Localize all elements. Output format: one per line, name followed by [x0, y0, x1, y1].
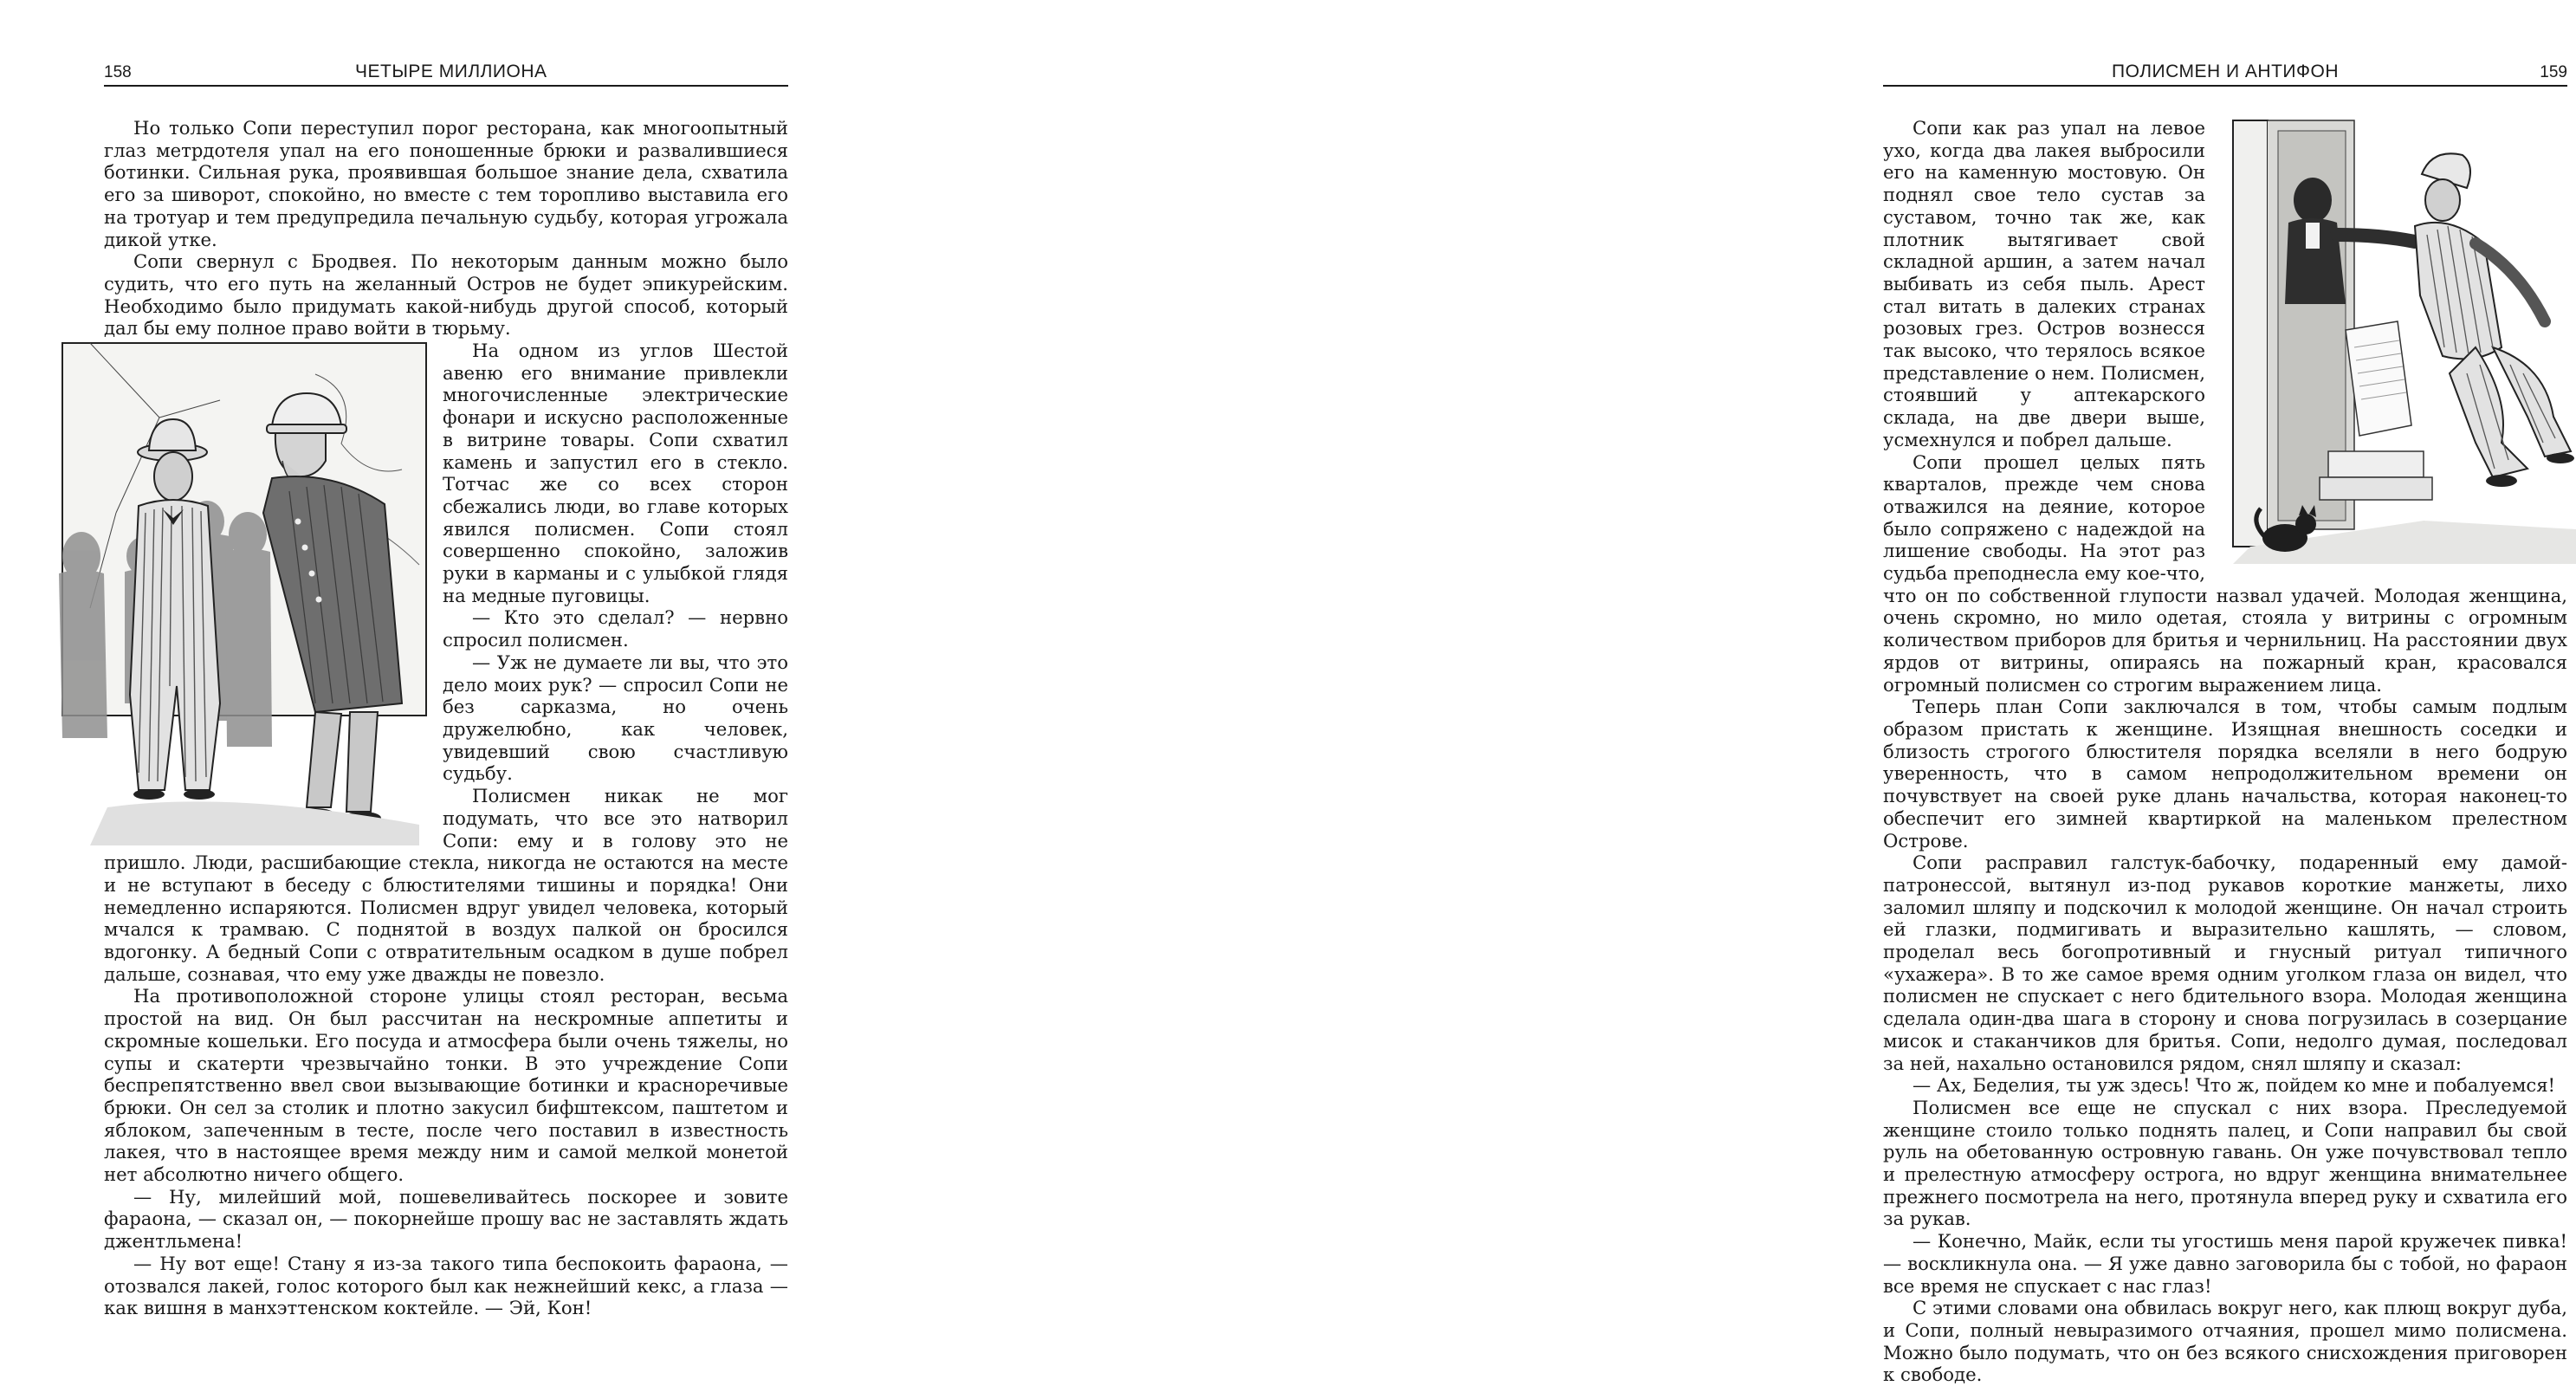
right-page-text	[1883, 117, 2567, 1386]
paragraph: На противоположной стороне улицы стоял ресторан, весьма простой на вид. Он был рассчитан на нескромные аппетиты и скромные кошельки. Его посуда и атмосфера были очень тяжелы, но супы и скатерти чрезвычайно тонки. В это учреждение Сопи беспрепятственно ввел свои вызывающие ботинки и красноречивые брюки. Он сел за столик и плотно закусил бифштексом, паштетом и яблоком, запеченным в тесте, после чего поставил в известность лакея, что в настоящее время между ним и самой мелкой монетой нет абсолютно ничего общего.	[104, 985, 788, 1186]
running-header-right	[1883, 54, 2567, 87]
paragraph: Полисмен все еще не спускал с них взора. Преследуемой женщине стоило только поднять палец, и Сопи направил бы свой руль на обетованную островную гавань. Он уже почувствовал тепло и прелестную атмосферу острога, но вдруг женщина внимательнее прежнего посмотрела на него, протянула вперед руку и схватила его за рукав.	[1883, 1096, 2567, 1230]
page-number-right: 159	[2540, 63, 2567, 81]
paragraph: — Уж не думаете ли вы, что это дело моих рук? — спросил Сопи не без сарказма, но очень дружелюбно, как человек, увидевший свою счастливую судьбу.	[443, 651, 788, 785]
paragraph: — Ну вот еще! Стану я из-за такого типа беспокоить фараона, — отозвался лакей, голос которого был как нежнейший кекс, а глаза — как вишня в манхэттенском коктейле. — Эй, Кон!	[104, 1252, 788, 1319]
illustration-soapy-and-policeman	[55, 340, 432, 845]
page-number-left: 158	[104, 63, 132, 81]
left-page-text	[104, 117, 788, 1319]
left-page	[0, 0, 887, 1319]
right-page	[887, 0, 2567, 1386]
running-header-left	[104, 54, 788, 87]
paragraph: На одном из углов Шестой авеню его внимание привлекли многочисленные электрические фонари и искусно расположенные в витрине товары. Сопи схватил камень и запустил его в стекло. Тотчас же со всех сторон сбежались люди, во главе которых явился полисмен. Сопи стоял совершенно спокойно, заложив руки в карманы и с улыбкой глядя на медные пуговицы.	[443, 340, 788, 606]
paragraph: Сопи расправил галстук-бабочку, подаренный ему дамой-патронессой, вытянул из-под рукавов короткие манжеты, лихо заломил шляпу и подскочил к молодой женщине. Он начал строить ей глазки, подмигивать и выразительно кашлять, — словом, проделал весь богопротивный и гнусный ритуал типичного «ухажера». В то же самое время одним уголком глаза он видел, что полисмен не спускает с него бдительного взора. Молодая женщина сделала один-два шага в сторону и снова погрузилась в созерцание мисок и стаканчиков для бритья. Сопи, недолго думая, последовал за ней, нахально остановился рядом, снял шляпу и сказал:	[1883, 852, 2567, 1074]
paragraph: — Кто это сделал? — нервно спросил полисмен.	[443, 606, 788, 651]
paragraph: — Ну, милейший мой, пошевеливайтесь поскорее и зовите фараона, — сказал он, — покорнейше прошу вас не заставлять ждать джентльмена!	[104, 1185, 788, 1253]
paragraph: Сопи прошел целых пять кварталов, прежде чем снова отважился на деяние, которое было сопряжено с надеждой на лишение свободы. На этот раз судьба преподнесла ему кое-что, что он по собственной глупости назвал удачей. Молодая женщина, очень скромно, но мило одетая, стояла у витрины с огромным количеством приборов для бритья и чернильниц. На расстоянии двух ярдов от витрины, опираясь на пожарный кран, красовался огромный полисмен со строгим выражением лица.	[1883, 450, 2567, 696]
illustration-soapy-thrown-out	[2216, 113, 2576, 564]
paragraph: Сопи свернул с Бродвея. По некоторым данным можно было судить, что его путь на желанный Остров не будет эпикурейским. Необходимо было придумать какой-нибудь другой способ, который дал бы ему полное право войти в тюрьму.	[104, 250, 788, 340]
paragraph: Но только Сопи переступил порог ресторана, как многоопытный глаз метрдотеля упал на его поношенные брюки и развалившиеся ботинки. Сильная рука, проявившая большое знание дела, схватила его за шиворот, спокойно, но вместе с тем торопливо выставила его на тротуар и тем предупредила печальную судьбу, которая угрожала дикой утке.	[104, 117, 788, 250]
paragraph: Теперь план Сопи заключался в том, чтобы самым подлым образом пристать к женщине. Изящная внешность соседки и близость строгого блюстителя порядка вселяли в него бодрую уверенность, что в самом непродолжительном времени он почувствует на своей руке длань начальства, которая наконец-то обеспечит его зимней квартиркой на маленьком прелестном Острове.	[1883, 696, 2567, 852]
paragraph: Полисмен никак не мог подумать, что все это натворил Сопи: ему и в голову это не пришло. Люди, расшибающие стекла, никогда не остаются на месте и не вступают в беседу с блюстителями тишины и порядка! Они немедленно испаряются. Полисмен вдруг увидел человека, который мчался к трамваю. С поднятой в воздух палкой он бросился вдогонку. А бедный Сопи с отвратительным осадком в душе побрел дальше, сознавая, что ему уже дважды не повезло.	[104, 785, 788, 985]
running-title-left: ЧЕТЫРЕ МИЛЛИОНА	[355, 62, 547, 81]
paragraph: С этими словами она обвилась вокруг него, как плющ вокруг дуба, и Сопи, полный невыразимого отчаяния, прошел мимо полисмена. Можно было подумать, что он без всякого снисхождения приговорен к свободе.	[1883, 1297, 2567, 1386]
soapy-flying-figure	[2415, 153, 2574, 487]
running-title-right: ПОЛИСМЕН И АНТИФОН	[2112, 62, 2339, 81]
paragraph: — Ах, Беделия, ты уж здесь! Что ж, пойдем ко мне и побалуемся!	[1913, 1074, 2556, 1097]
paragraph: — Конечно, Майк, если ты угостишь меня парой кружечек пивка! — воскликнула она. — Я уже давно заговорила бы с тобой, но фараон все время не спускает с нас глаз!	[1883, 1230, 2567, 1297]
paragraph: Сопи как раз упал на левое ухо, когда два лакея выбросили его на каменную мостовую. Он поднял свое тело сустав за суставом, точно так же, как плотник вытягивает свой складной аршин, а затем начал выбивать из себя пыль. Арест стал витать в далеких странах розовых грез. Остров вознесся так высоко, что терялось всякое представление о нем. Полисмен, стоявший у аптекарского склада, на две двери выше, усмехнулся и побрел дальше.	[1883, 117, 2205, 450]
